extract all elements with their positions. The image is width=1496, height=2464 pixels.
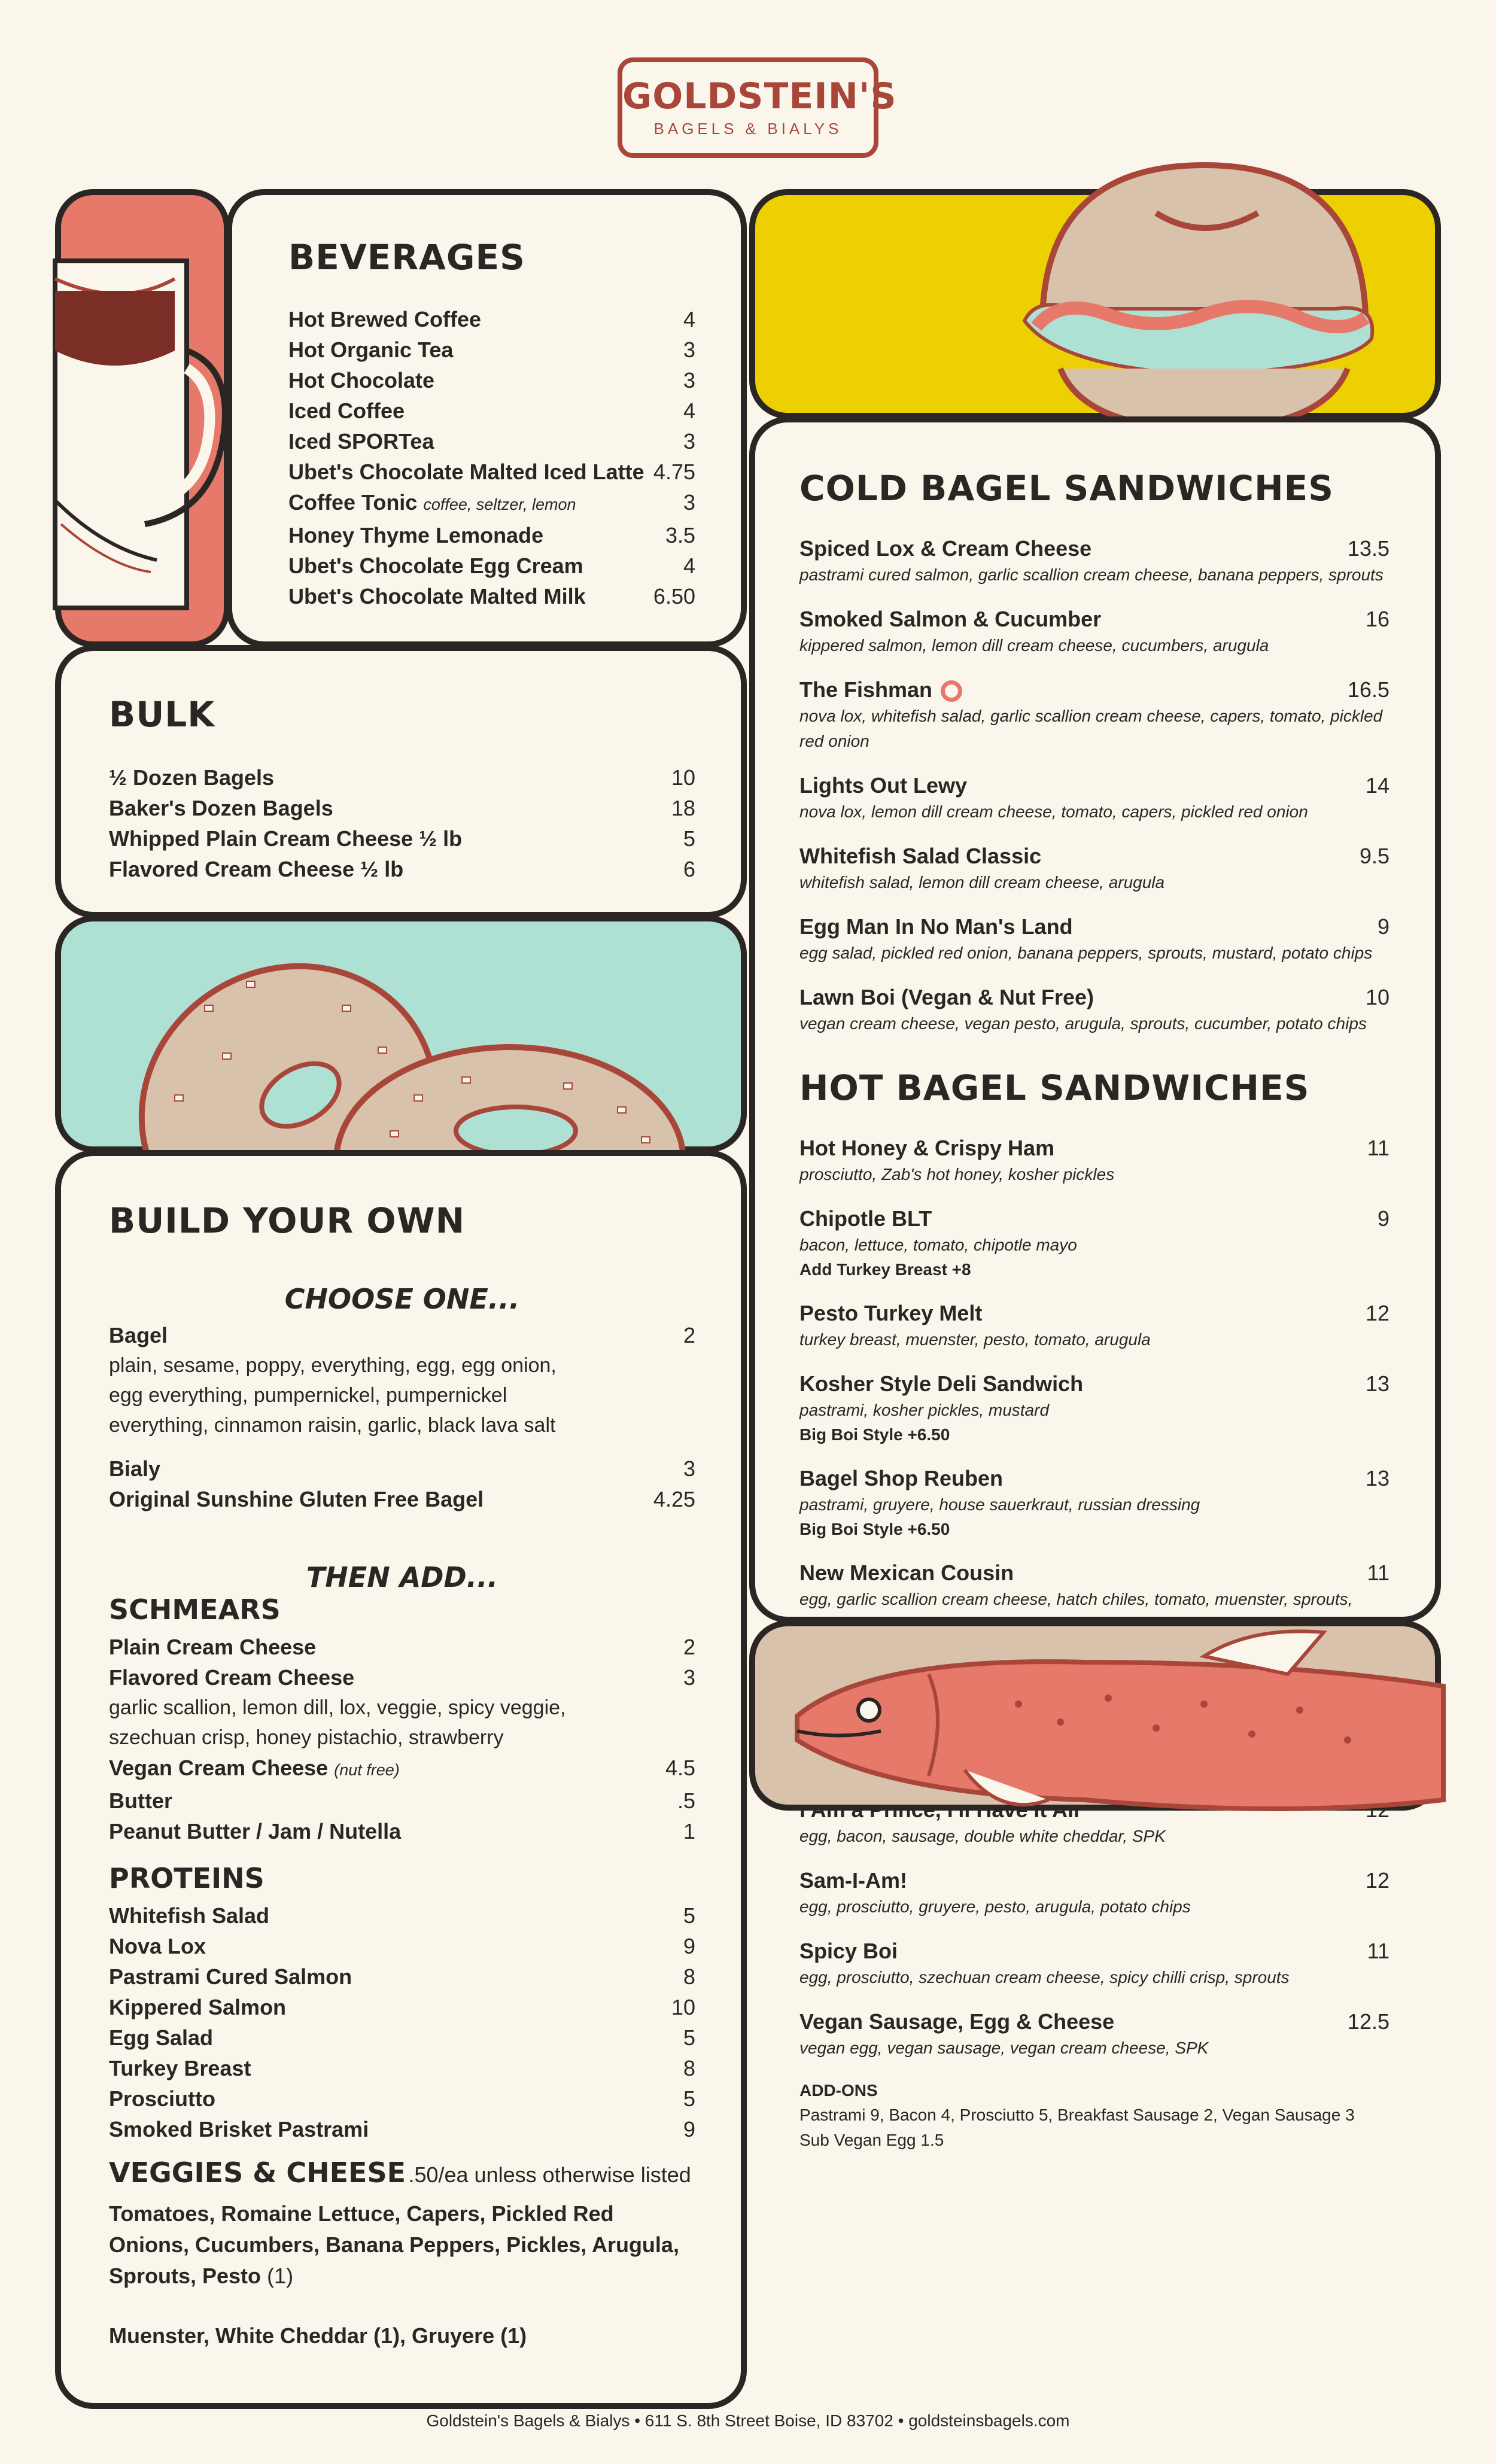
sandwich-item [799, 1300, 1389, 1352]
protein-item [109, 1961, 695, 1992]
beverage-price: 3 [683, 368, 695, 393]
protein-name: Turkey Breast [109, 2056, 251, 2080]
sandwich-label [799, 2008, 1114, 2036]
proteins-title: PROTEINS [109, 1862, 264, 1894]
bulk-item [109, 793, 695, 823]
beverage-price: 3 [683, 490, 695, 515]
sandwich-price: 9.5 [1359, 844, 1389, 868]
flavored-cream-cheese-price: 3 [683, 1665, 695, 1690]
sandwich-row [799, 1867, 1389, 1894]
sandwich-name: The Fishman [799, 677, 933, 702]
sandwich-item [799, 772, 1389, 825]
bulk-item [109, 854, 695, 884]
sandwich-description: whitefish salad, lemon dill cream cheese, arugula [799, 873, 1165, 892]
sandwich-price: 13.5 [1347, 536, 1389, 561]
protein-price: 10 [671, 1995, 695, 2019]
protein-price: 5 [683, 1903, 695, 1928]
sandwich-item [799, 676, 1389, 754]
sandwich-price: 9 [1377, 1206, 1389, 1231]
build-title: BUILD YOUR OWN [109, 1200, 466, 1241]
protein-item [109, 2053, 695, 2083]
protein-item [109, 2083, 695, 2114]
beverages-list [288, 304, 695, 612]
sandwich-item [799, 1134, 1389, 1187]
sandwich-price: 10 [1365, 985, 1389, 1009]
beverage-price: 3.5 [665, 523, 695, 547]
beverage-label [288, 581, 586, 612]
sandwich-name: Lawn Boi (Vegan & Nut Free) [799, 985, 1094, 1009]
sandwich-description: vegan cream cheese, vegan pesto, arugula, sprouts, cucumber, potato chips [799, 1014, 1367, 1033]
protein-name: Egg Salad [109, 2025, 214, 2050]
beverages-title: BEVERAGES [288, 237, 525, 278]
brand-tagline: BAGELS & BIALYS [653, 120, 843, 138]
peanut-butter-price: 1 [683, 1819, 695, 1844]
flavored-cream-cheese-name: Flavored Cream Cheese [109, 1665, 355, 1690]
sandwich-price: 11 [1367, 1560, 1389, 1585]
beverage-label [288, 457, 644, 487]
protein-name: Nova Lox [109, 1934, 206, 1958]
beverage-item [288, 581, 695, 612]
sandwich-row [799, 842, 1389, 870]
addons-title: ADD-ONS [799, 2081, 878, 2100]
sandwich-item [799, 1205, 1389, 1282]
sandwich-price: 11 [1367, 1939, 1389, 1963]
flavored-cream-cheese-flavors: garlic scallion, lemon dill, lox, veggie, spicy veggie, szechuan crisp, honey pistachio, strawberry [109, 1696, 566, 1749]
gluten-free-row [109, 1484, 695, 1514]
bulk-item [109, 762, 695, 793]
flavored-cream-cheese-row [109, 1662, 695, 1693]
coffee-cup-icon [55, 189, 230, 647]
peanut-butter-name: Peanut Butter / Jam / Nutella [109, 1819, 402, 1844]
coffee-illustration-panel [55, 189, 230, 647]
bulk-item [109, 823, 695, 854]
beverage-name: Coffee Tonic [288, 490, 418, 515]
gluten-free-name: Original Sunshine Gluten Free Bagel [109, 1487, 484, 1511]
sandwich-description: nova lox, lemon dill cream cheese, tomato, capers, pickled red onion [799, 802, 1308, 821]
cold-title: COLD BAGEL SANDWICHES [799, 468, 1334, 509]
fish-illustration-panel [749, 1620, 1441, 1811]
protein-item [109, 2114, 695, 2144]
sandwich-label [799, 1205, 932, 1233]
beverage-item [288, 520, 695, 550]
sandwich-name: New Mexican Cousin [799, 1560, 1014, 1585]
sandwich-description: nova lox, whitefish salad, garlic scallion cream cheese, capers, tomato, pickled red onion [799, 707, 1383, 750]
sandwich-price: 13 [1365, 1466, 1389, 1490]
sandwich-upgrade: Big Boi Style +6.50 [799, 1425, 950, 1444]
beverage-item [288, 457, 695, 487]
sandwich-price: 16 [1365, 607, 1389, 631]
bulk-price: 10 [671, 765, 695, 790]
beverage-label [288, 334, 453, 365]
bulk-name: Baker's Dozen Bagels [109, 796, 333, 820]
vegan-cream-cheese-note: (nut free) [334, 1761, 400, 1779]
bulk-price: 18 [671, 796, 695, 820]
sandwich-label [799, 1937, 898, 1965]
sandwich-row [799, 2008, 1389, 2036]
sandwich-row [799, 1937, 1389, 1965]
bulk-price: 6 [683, 857, 695, 881]
butter-row [109, 1785, 695, 1816]
sandwich-label [799, 606, 1101, 633]
beverage-label [288, 396, 405, 426]
sandwich-label [799, 1465, 1003, 1492]
protein-item [109, 1931, 695, 1961]
sandwich-description: pastrami, gruyere, house sauerkraut, russian dressing [799, 1495, 1200, 1514]
sandwich-name: Sam-I-Am! [799, 1868, 908, 1893]
beverage-name: Ubet's Chocolate Malted Iced Latte [288, 460, 644, 484]
plain-cream-cheese-row [109, 1632, 695, 1662]
bagel-price: 2 [683, 1323, 695, 1347]
proteins-list [109, 1900, 695, 2144]
beverage-item [288, 334, 695, 365]
sandwich-description: pastrami cured salmon, garlic scallion cream cheese, banana peppers, sprouts [799, 565, 1384, 584]
protein-price: 8 [683, 2056, 695, 2080]
sandwich-description: turkey breast, muenster, pesto, tomato, arugula [799, 1330, 1151, 1349]
beverage-label [288, 550, 583, 581]
sandwich-row [799, 1370, 1389, 1398]
sandwich-description: egg, garlic scallion cream cheese, hatch chiles, tomato, muenster, sprouts, [799, 1590, 1353, 1608]
veggies-line [109, 2198, 695, 2292]
sandwich-row [799, 1465, 1389, 1492]
sandwich-item [799, 913, 1389, 966]
sandwich-upgrade: Big Boi Style +6.50 [799, 1520, 950, 1538]
bagel-name: Bagel [109, 1323, 168, 1347]
sandwich-label [799, 913, 1073, 941]
beverage-price: 6.50 [653, 584, 695, 609]
brand-logo [618, 57, 897, 158]
addons-line2: Sub Vegan Egg 1.5 [799, 2131, 944, 2149]
bagel-sandwich-icon [749, 189, 1441, 419]
sandwich-description: prosciutto, Zab's hot honey, kosher pickles [799, 1165, 1115, 1184]
sandwich-price: 13 [1365, 1371, 1389, 1396]
vegan-cream-cheese-price: 4.5 [665, 1756, 695, 1780]
beverage-item [288, 550, 695, 581]
veggies-heading [109, 2156, 695, 2190]
sandwich-item [799, 606, 1389, 658]
sandwich-row [799, 772, 1389, 799]
plain-cream-cheese-name: Plain Cream Cheese [109, 1635, 317, 1659]
veggies-note: .50/ea unless otherwise listed [408, 2162, 691, 2187]
salmon-fish-icon [749, 1620, 1441, 1811]
beverage-name: Hot Brewed Coffee [288, 307, 482, 331]
beverage-name: Iced Coffee [288, 399, 405, 423]
hot-title: HOT BAGEL SANDWICHES [799, 1067, 1310, 1108]
protein-item [109, 1992, 695, 2022]
protein-price: 9 [683, 1934, 695, 1958]
sandwich-row [799, 1134, 1389, 1162]
sandwiches-panel [749, 416, 1441, 2149]
sandwich-row [799, 1300, 1389, 1327]
sandwich-item [799, 842, 1389, 895]
beverage-price: 4 [683, 307, 695, 331]
bagel-badge-icon [941, 680, 962, 702]
sandwich-item [799, 1465, 1389, 1541]
sandwich-description: egg, bacon, sausage, double white cheddar, SPK [799, 1827, 1166, 1845]
beverage-label [288, 520, 543, 550]
sandwich-description: kippered salmon, lemon dill cream cheese, cucumbers, arugula [799, 636, 1269, 655]
brand-name: GOLDSTEIN'S [622, 75, 897, 117]
vegan-cream-cheese-row [109, 1753, 695, 1785]
beverage-name: Iced SPORTea [288, 429, 434, 454]
bulk-price: 5 [683, 826, 695, 851]
sandwich-item [799, 535, 1389, 588]
sandwich-description: egg, prosciutto, szechuan cream cheese, spicy chilli crisp, sprouts [799, 1968, 1290, 1987]
sandwich-row [799, 984, 1389, 1011]
beverage-price: 3 [683, 337, 695, 362]
addons-line1: Pastrami 9, Bacon 4, Prosciutto 5, Breakfast Sausage 2, Vegan Sausage 3 [799, 2106, 1355, 2124]
sandwich-name: Kosher Style Deli Sandwich [799, 1371, 1084, 1396]
bulk-name: Whipped Plain Cream Cheese ½ lb [109, 826, 463, 851]
cold-sandwich-list [799, 535, 1389, 1036]
veggies-pesto-price: (1) [267, 2264, 294, 2288]
sandwich-description: egg salad, pickled red onion, banana peppers, sprouts, mustard, potato chips [799, 944, 1373, 962]
beverage-item [288, 396, 695, 426]
beverage-name: Ubet's Chocolate Egg Cream [288, 553, 583, 578]
protein-item [109, 2022, 695, 2053]
beverage-price: 4.75 [653, 460, 695, 484]
bulk-name: Flavored Cream Cheese ½ lb [109, 857, 404, 881]
cheese-list: Muenster, White Cheddar (1), Gruyere (1) [109, 2323, 527, 2348]
sandwich-label [799, 984, 1094, 1011]
sandwich-item [799, 2008, 1389, 2061]
sandwich-label [799, 772, 967, 799]
bagels-icon [55, 915, 747, 1152]
sandwich-name: Bagel Shop Reuben [799, 1466, 1004, 1490]
protein-name: Kippered Salmon [109, 1995, 287, 2019]
sandwich-label [799, 1559, 1014, 1587]
sandwich-name: Smoked Salmon & Cucumber [799, 607, 1102, 631]
sandwich-name: Lights Out Lewy [799, 773, 968, 798]
beverage-item [288, 304, 695, 334]
bulk-title: BULK [109, 694, 215, 735]
protein-item [109, 1900, 695, 1931]
sandwich-illustration-panel [749, 189, 1441, 419]
bialy-name: Bialy [109, 1456, 161, 1481]
sandwich-name: Egg Man In No Man's Land [799, 914, 1073, 939]
sandwich-item [799, 1867, 1389, 1920]
sandwich-upgrade: Add Turkey Breast +8 [799, 1260, 971, 1279]
bialy-price: 3 [683, 1456, 695, 1481]
sandwich-name: Pesto Turkey Melt [799, 1301, 983, 1325]
sandwich-name: Whitefish Salad Classic [799, 844, 1042, 868]
butter-price: .5 [677, 1788, 695, 1813]
beverage-item [288, 365, 695, 396]
beverage-note: coffee, seltzer, lemon [423, 495, 576, 513]
beverage-name: Hot Organic Tea [288, 337, 454, 362]
beverage-item [288, 426, 695, 457]
beverage-price: 4 [683, 399, 695, 423]
beverage-name: Honey Thyme Lemonade [288, 523, 544, 547]
sandwich-row [799, 535, 1389, 562]
protein-name: Whitefish Salad [109, 1903, 270, 1928]
beverages-panel [226, 189, 747, 647]
sandwich-row [799, 606, 1389, 633]
vegan-cream-cheese-name: Vegan Cream Cheese [109, 1756, 329, 1780]
peanut-butter-row [109, 1816, 695, 1847]
sandwich-label [799, 842, 1041, 870]
bagel-row [109, 1320, 695, 1350]
bulk-name: ½ Dozen Bagels [109, 765, 275, 790]
sandwich-label [799, 1134, 1054, 1162]
sandwich-price: 12.5 [1347, 2009, 1389, 2034]
protein-name: Smoked Brisket Pastrami [109, 2117, 369, 2141]
protein-price: 5 [683, 2025, 695, 2050]
protein-price: 8 [683, 1964, 695, 1989]
protein-price: 9 [683, 2117, 695, 2141]
protein-name: Pastrami Cured Salmon [109, 1964, 352, 1989]
sandwich-name: Spicy Boi [799, 1939, 898, 1963]
bialy-row [109, 1453, 695, 1484]
sandwich-label [799, 1370, 1083, 1398]
sandwich-name: Chipotle BLT [799, 1206, 932, 1231]
sandwich-row [799, 676, 1389, 704]
sandwich-name: Spiced Lox & Cream Cheese [799, 536, 1092, 561]
beverage-item [288, 487, 695, 520]
schmears-title: SCHMEARS [109, 1593, 281, 1626]
then-add-heading: THEN ADD... [306, 1561, 498, 1593]
bulk-list [109, 762, 695, 884]
protein-price: 5 [683, 2086, 695, 2111]
hot-sandwich-list [799, 1134, 1389, 2061]
sandwich-item [799, 1370, 1389, 1447]
sandwich-name: Vegan Sausage, Egg & Cheese [799, 2009, 1115, 2034]
build-your-own-panel [55, 1150, 747, 2409]
beverage-name: Ubet's Chocolate Malted Milk [288, 584, 586, 609]
beverage-label [288, 487, 576, 520]
sandwich-name: Hot Honey & Crispy Ham [799, 1136, 1055, 1160]
beverage-price: 4 [683, 553, 695, 578]
sandwich-description: egg, prosciutto, gruyere, pesto, arugula, potato chips [799, 1897, 1191, 1916]
beverage-label [288, 304, 481, 334]
beverage-price: 3 [683, 429, 695, 454]
sandwich-description: pastrami, kosher pickles, mustard [799, 1401, 1050, 1419]
sandwich-price: 16.5 [1347, 677, 1389, 702]
beverage-label [288, 426, 434, 457]
protein-name: Prosciutto [109, 2086, 216, 2111]
butter-name: Butter [109, 1788, 172, 1813]
sandwich-item [799, 984, 1389, 1036]
plain-cream-cheese-price: 2 [683, 1635, 695, 1659]
veggies-list: Tomatoes, Romaine Lettuce, Capers, Pickled Red Onions, Cucumbers, Banana Peppers, Pickles, Arugula, Sprouts, Pesto [109, 2201, 679, 2288]
sandwich-item [799, 1937, 1389, 1990]
sandwich-label [799, 1867, 907, 1894]
sandwich-description: vegan egg, vegan sausage, vegan cream cheese, SPK [799, 2039, 1209, 2057]
footer-address: Goldstein's Bagels & Bialys • 611 S. 8th Street Boise, ID 83702 • goldsteinsbagels.com [426, 2411, 1070, 2430]
sandwich-description: bacon, lettuce, tomato, chipotle mayo [799, 1236, 1077, 1254]
bulk-panel [55, 645, 747, 918]
sandwich-row [799, 1205, 1389, 1233]
bagels-illustration-panel [55, 915, 747, 1152]
sandwich-price: 12 [1365, 1301, 1389, 1325]
gluten-free-price: 4.25 [653, 1487, 695, 1511]
sandwich-label [799, 1300, 982, 1327]
choose-one-heading: CHOOSE ONE... [284, 1283, 520, 1315]
beverage-name: Hot Chocolate [288, 368, 435, 393]
sandwich-label [799, 676, 962, 704]
sandwich-price: 11 [1367, 1136, 1389, 1160]
sandwich-price: 14 [1365, 773, 1389, 798]
sandwich-price: 9 [1377, 914, 1389, 939]
beverage-label [288, 365, 434, 396]
bagel-flavors: plain, sesame, poppy, everything, egg, egg onion, egg everything, pumpernickel, pumpernickel everything, cinnamon raisin, garlic, black lava salt [109, 1354, 557, 1437]
sandwich-label [799, 535, 1091, 562]
veggies-title: VEGGIES & CHEESE [109, 2156, 406, 2189]
sandwich-row [799, 913, 1389, 941]
sandwich-row [799, 1559, 1389, 1587]
sandwich-price: 12 [1365, 1868, 1389, 1893]
